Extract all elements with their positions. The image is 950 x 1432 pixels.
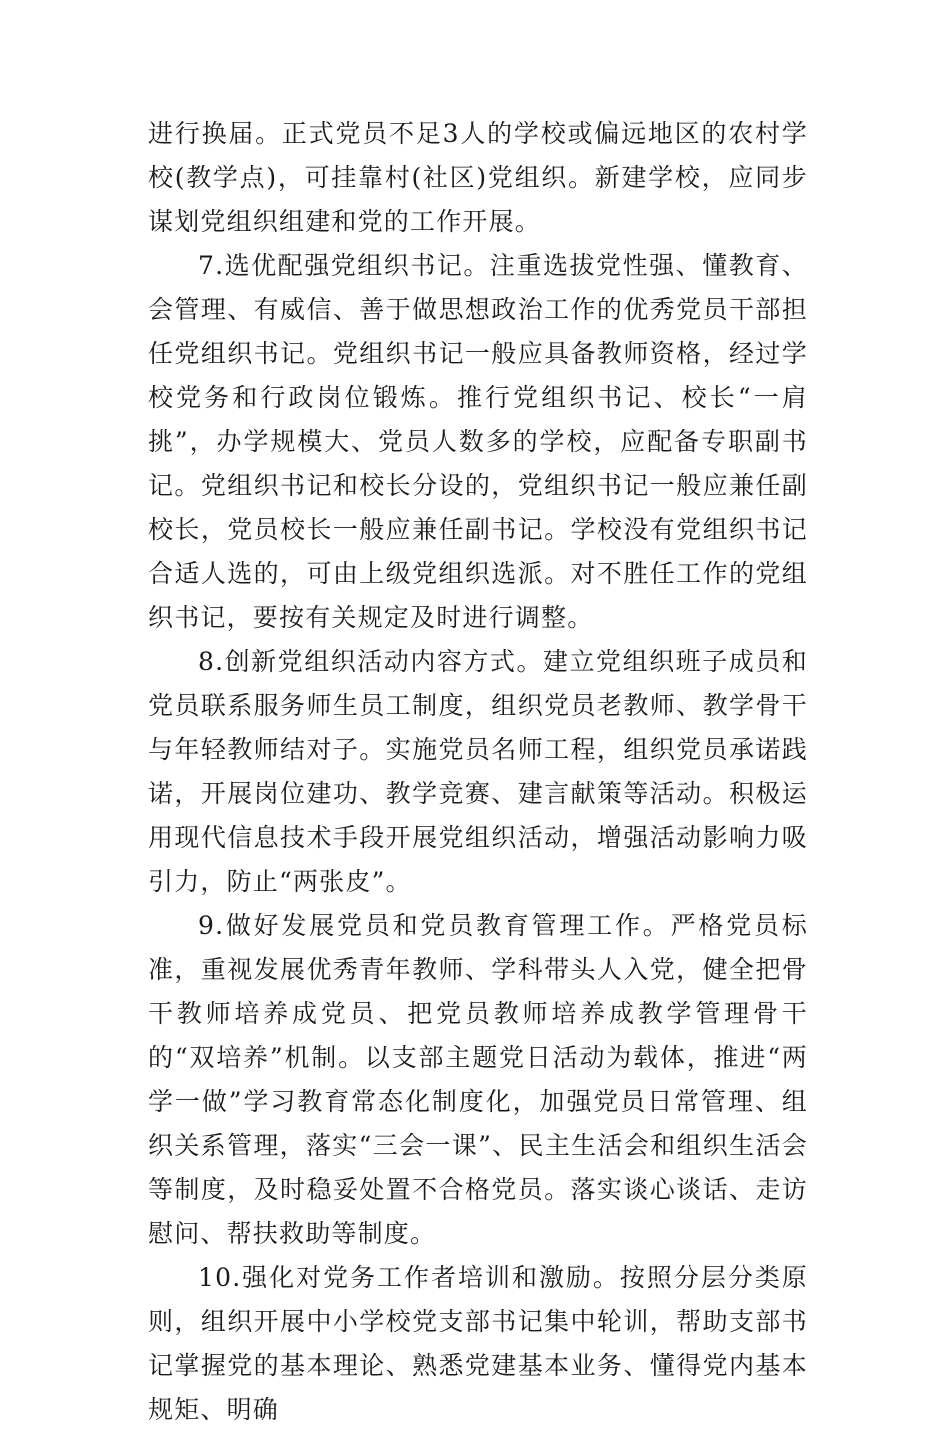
paragraph-continuation: 进行换届。正式党员不足3人的学校或偏远地区的农村学校(教学点)，可挂靠村(社区)党组织。新建学校，应同步谋划党组织组建和党的工作开展。 <box>148 119 808 236</box>
paragraph-item-10: 10.强化对党务工作者培训和激励。按照分层分类原则，组织开展中小学校党支部书记集中轮训，帮助支部书记掌握党的基本理论、熟悉党建基本业务、懂得党内基本规矩、明确 <box>148 1263 808 1424</box>
paragraph-item-8: 8.创新党组织活动内容方式。建立党组织班子成员和党员联系服务师生员工制度，组织党员老教师、教学骨干与年轻教师结对子。实施党员名师工程，组织党员承诺践诺，开展岗位建功、教学竞赛、建言献策等活动。积极运用现代信息技术手段开展党组织活动，增强活动影响力吸引力，防止“两张皮”。 <box>148 647 808 896</box>
document-body <box>148 112 808 1432</box>
paragraph-item-7: 7.选优配强党组织书记。注重选拔党性强、懂教育、会管理、有威信、善于做思想政治工作的优秀党员干部担任党组织书记。党组织书记一般应具备教师资格，经过学校党务和行政岗位锻炼。推行党组织书记、校长“一肩挑”，办学规模大、党员人数多的学校，应配备专职副书记。党组织书记和校长分设的，党组织书记一般应兼任副校长，党员校长一般应兼任副书记。学校没有党组织书记合适人选的，可由上级党组织选派。对不胜任工作的党组织书记，要按有关规定及时进行调整。 <box>148 251 808 632</box>
paragraph-item-9: 9.做好发展党员和党员教育管理工作。严格党员标准，重视发展优秀青年教师、学科带头人入党，健全把骨干教师培养成党员、把党员教师培养成教学管理骨干的“双培养”机制。以支部主题党日活动为载体，推进“两学一做”学习教育常态化制度化，加强党员日常管理、组织关系管理，落实“三会一课”、民主生活会和组织生活会等制度，及时稳妥处置不合格党员。落实谈心谈话、走访慰问、帮扶救助等制度。 <box>148 911 808 1248</box>
